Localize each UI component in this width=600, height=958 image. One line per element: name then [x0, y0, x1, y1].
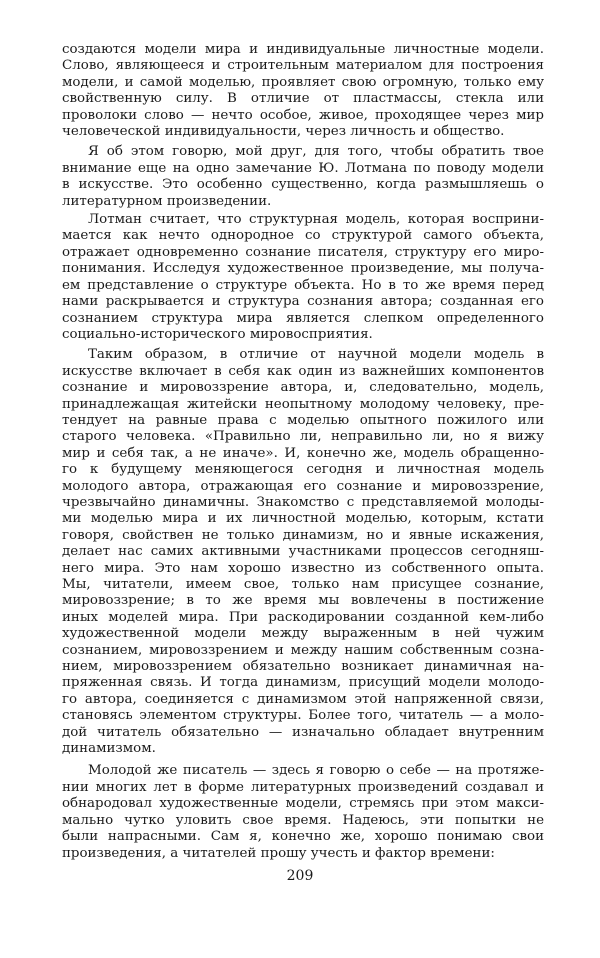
text-line: Я об этом говорю, мой друг, для того, чтобы обратить твое	[88, 144, 544, 160]
text-line: нием, мировоззрением обязательно возникает динамичная на-	[62, 659, 544, 675]
text-line: становясь элементом структуры. Более того, читатель — а моло-	[62, 708, 544, 724]
text-line: художественной модели между выраженным в ней чужим	[62, 626, 544, 642]
text-line: литературном произведении.	[62, 193, 272, 209]
paragraph	[62, 347, 544, 757]
text-line: понимания. Исследуя художественное произведение, мы получа-	[62, 261, 544, 277]
text-line: молодого автора, отражающая его сознание и мировоззрение,	[62, 478, 544, 494]
text-line: говоря, свойствен не только динамизм, но и явные искажения,	[62, 527, 544, 543]
page-number: 209	[286, 868, 314, 884]
text-line: делает нас самих активными участниками процессов сегодняш-	[62, 544, 544, 560]
text-line: Лотман считает, что структурная модель, которая восприни-	[88, 212, 544, 228]
text-line: искусстве включает в себя как один из важнейших компонентов	[62, 363, 544, 379]
text-line: создаются модели мира и индивидуальные личностные модели.	[62, 42, 544, 57]
text-line: чрезвычайно динамичны. Знакомство с представляемой молоды-	[62, 494, 544, 510]
text-line: сознанием, мировоззрением и между нашим собственным созна-	[62, 642, 544, 658]
text-line: социально-исторического мировосприятия.	[62, 326, 373, 342]
text-line: сознание и мировоззрение автора, и, следовательно, модель,	[62, 380, 544, 396]
text-line: Мы, читатели, имеем свое, только нам присущее сознание,	[62, 577, 544, 592]
paragraph	[62, 763, 544, 861]
text-line: в искусстве. Это особенно существенно, когда размышляешь о	[62, 177, 544, 193]
text-line: были напрасными. Сам я, конечно же, хорошо понимаю свои	[62, 829, 544, 845]
text-line: старого человека. «Правильно ли, неправильно ли, но я вижу	[62, 429, 544, 445]
paragraph	[62, 42, 544, 140]
text-line: пряженная связь. И тогда динамизм, присущий модели молодо-	[62, 675, 544, 691]
text-line: произведения, а читателей прошу учесть и фактор времени:	[62, 845, 495, 861]
text-line: принадлежащая житейски неопытному молодому человеку, пре-	[62, 396, 544, 412]
text-line: мально чутко уловить свое время. Надеюсь, эти попытки не	[62, 812, 544, 828]
text-line: ми моделью мира и их личностной моделью, которым, кстати	[62, 511, 544, 527]
text-line: динамизмом.	[62, 741, 156, 757]
paragraph	[62, 144, 544, 210]
text-line: проволоки слово — нечто особое, живое, проходящее через мир	[62, 107, 544, 123]
text-line: го к будущему меняющегося сегодня и личностная модель	[62, 462, 544, 478]
text-line: свойственную силу. В отличие от пластмассы, стекла или	[62, 91, 544, 107]
body-text	[62, 42, 544, 862]
text-line: внимание еще на одно замечание Ю. Лотмана по поводу модели	[62, 160, 544, 176]
text-line: мается как нечто однородное со структурой самого объекта,	[62, 228, 544, 244]
text-line: Слово, являющееся и строительным материалом для построения	[62, 58, 544, 74]
text-line: дой читатель обязательно — изначально обладает внутренним	[62, 724, 544, 740]
text-line: нами раскрывается и структура сознания автора; созданная его	[62, 294, 544, 310]
text-line: человеческой индивидуальности, через личность и общество.	[62, 124, 505, 140]
text-line: Таким образом, в отличие от научной модели модель в	[88, 347, 544, 363]
text-line: отражает одновременно сознание писателя, структуру его миро-	[62, 244, 544, 260]
text-line: модели, и самой моделью, проявляет свою огромную, только ему	[62, 74, 544, 90]
text-line: сознанием структура мира является слепком определенного	[62, 310, 544, 326]
text-line: обнародовал художественные модели, стремясь при этом макси-	[62, 796, 544, 812]
paragraph	[62, 212, 544, 343]
text-line: иных моделей мира. При раскодировании созданной кем-либо	[62, 609, 544, 625]
text-line: Молодой же писатель — здесь я говорю о себе — на протяже-	[88, 763, 544, 779]
text-line: ем представление о структуре объекта. Но в то же время перед	[62, 277, 544, 293]
text-line: нии многих лет в форме литературных произведений создавал и	[62, 779, 544, 795]
text-line: него мира. Это нам хорошо известно из собственного опыта.	[62, 560, 544, 576]
text-line: мир и себя так, а не иначе». И, конечно же, модель обращенно-	[62, 445, 544, 461]
text-line: го автора, соединяется с динамизмом этой напряженной связи,	[62, 691, 544, 707]
text-line: мировоззрение; в то же время мы вовлечены в постижение	[62, 593, 544, 609]
text-line: тендует на равные права с моделью опытного пожилого или	[62, 412, 544, 428]
